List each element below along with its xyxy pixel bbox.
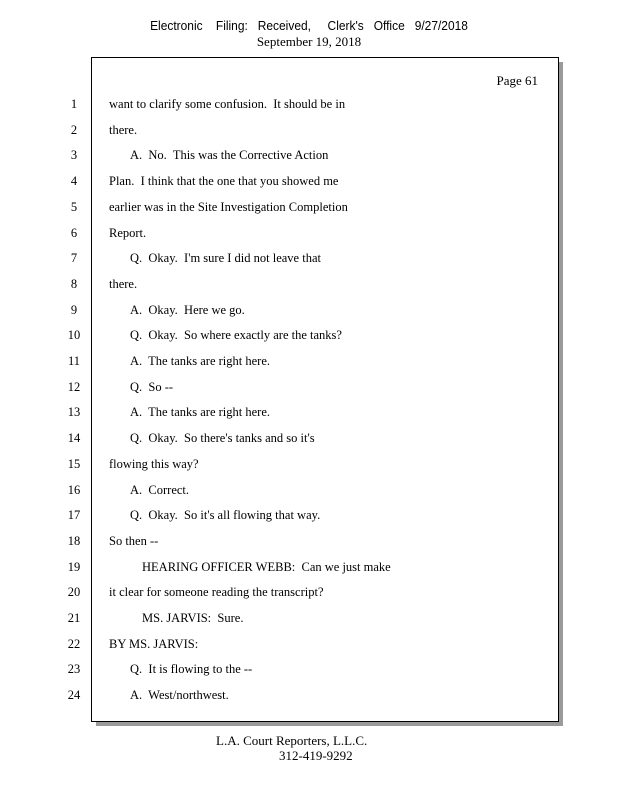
footer-company: L.A. Court Reporters, L.L.C. [216, 733, 368, 748]
page-number: Page 61 [496, 73, 538, 88]
transcript-line: Q. Okay. So where exactly are the tanks? [130, 328, 342, 343]
filing-header [0, 18, 618, 49]
line-number: 23 [67, 662, 81, 677]
line-number: 2 [70, 122, 78, 137]
transcript-line: Plan. I think that the one that you showed me [109, 174, 339, 189]
transcript-line: flowing this way? [109, 456, 199, 471]
line-number: 18 [67, 533, 81, 548]
transcript-line: A. The tanks are right here. [130, 354, 270, 368]
transcript-line: Q. It is flowing to the -- [130, 662, 253, 677]
line-number: 19 [67, 559, 81, 574]
transcript-line: BY MS. JARVIS: [109, 636, 199, 651]
line-number: 22 [67, 636, 81, 651]
transcript-line: earlier was in the Site Investigation Completion [109, 199, 348, 214]
transcript-line: Q. Okay. I'm sure I did not leave that [130, 251, 321, 266]
filing-stamp: Electronic Filing: Received, Clerk's Office 9/27/2018 [150, 18, 468, 33]
line-number: 10 [67, 328, 81, 343]
line-number: 3 [70, 148, 78, 163]
transcript-line: Q. Okay. So there's tanks and so it's [130, 431, 315, 446]
line-number: 4 [70, 174, 78, 189]
line-number: 9 [70, 302, 78, 317]
footer-phone: 312-419-9292 [279, 748, 353, 763]
line-number: 5 [70, 199, 78, 214]
transcript-line: A. No. This was the Corrective Action [130, 148, 329, 163]
transcript-line: Q. So -- [130, 379, 174, 394]
line-number: 12 [67, 379, 81, 394]
line-number: 1 [70, 97, 78, 111]
transcript-line: want to clarify some confusion. It should be in [109, 97, 346, 111]
transcript-line: A. West/northwest. [130, 688, 229, 703]
line-number: 8 [70, 276, 78, 291]
line-number: 21 [67, 611, 81, 625]
transcript-page [67, 57, 559, 722]
line-number: 6 [70, 225, 78, 240]
line-number: 11 [67, 354, 81, 368]
filing-date: September 19, 2018 [256, 34, 362, 49]
transcript-line: Q. Okay. So it's all flowing that way. [130, 508, 321, 523]
transcript-line: Report. [109, 225, 147, 240]
transcript-line: there. [109, 276, 138, 291]
transcript-line: there. [109, 122, 138, 137]
line-number: 14 [67, 431, 81, 446]
transcript-line: A. Okay. Here we go. [130, 302, 245, 317]
transcript-line: HEARING OFFICER WEBB: Can we just make [142, 559, 391, 574]
transcript-line: MS. JARVIS: Sure. [142, 611, 244, 625]
line-number: 17 [67, 508, 81, 523]
transcript-line: A. Correct. [130, 482, 190, 497]
line-number: 24 [67, 688, 81, 703]
transcript-line: So then -- [109, 533, 159, 548]
line-number: 7 [70, 251, 78, 266]
line-number: 13 [67, 405, 81, 420]
line-number: 16 [67, 482, 81, 497]
line-number: 15 [67, 456, 81, 471]
line-number: 20 [67, 585, 81, 600]
transcript-line: it clear for someone reading the transcript? [109, 585, 324, 600]
transcript-line: A. The tanks are right here. [130, 405, 270, 420]
